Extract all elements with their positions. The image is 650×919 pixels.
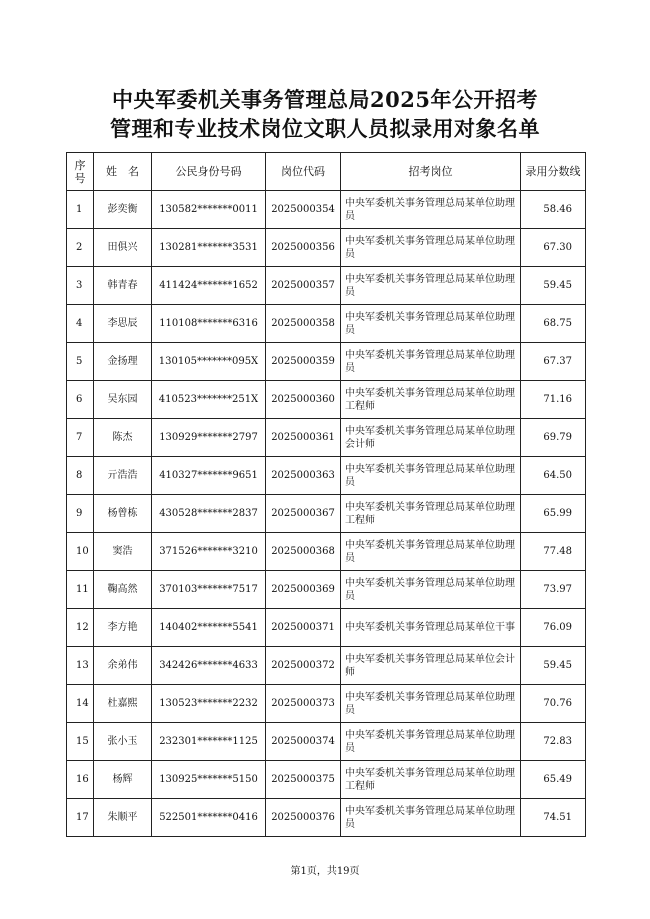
position-title: 中央军委机关事务管理总局某单位助理员 (341, 267, 521, 305)
candidate-name: 余弟伟 (94, 647, 152, 685)
position-title: 中央军委机关事务管理总局某单位干事 (341, 609, 521, 647)
candidate-table (66, 152, 586, 837)
candidate-name: 张小玉 (94, 723, 152, 761)
table-row (67, 571, 586, 609)
header-id: 公民身份号码 (152, 153, 266, 191)
position-code: 2025000372 (266, 647, 341, 685)
header-no (67, 153, 94, 191)
row-number: 8 (67, 457, 94, 495)
candidate-name: 韩青春 (94, 267, 152, 305)
score-line: 73.97 (521, 571, 586, 609)
position-title: 中央军委机关事务管理总局某单位助理员 (341, 685, 521, 723)
position-title: 中央军委机关事务管理总局某单位助理员 (341, 723, 521, 761)
id-number: 140402*******5541 (152, 609, 266, 647)
candidate-name: 彭奕衡 (94, 191, 152, 229)
candidate-name: 朱顺平 (94, 799, 152, 837)
row-number: 17 (67, 799, 94, 837)
id-number: 370103*******7517 (152, 571, 266, 609)
score-line: 72.83 (521, 723, 586, 761)
id-number: 371526*******3210 (152, 533, 266, 571)
id-number: 130582*******0011 (152, 191, 266, 229)
table-row (67, 609, 586, 647)
position-code: 2025000359 (266, 343, 341, 381)
candidate-name: 吴东园 (94, 381, 152, 419)
header-score: 录用分数线 (521, 153, 586, 191)
score-line: 67.37 (521, 343, 586, 381)
score-line: 70.76 (521, 685, 586, 723)
header-code: 岗位代码 (266, 153, 341, 191)
position-title: 中央军委机关事务管理总局某单位助理会计师 (341, 419, 521, 457)
score-line: 58.46 (521, 191, 586, 229)
position-code: 2025000361 (266, 419, 341, 457)
position-code: 2025000373 (266, 685, 341, 723)
position-title: 中央军委机关事务管理总局某单位助理员 (341, 305, 521, 343)
table-row (67, 305, 586, 343)
score-line: 65.99 (521, 495, 586, 533)
id-number: 130925*******5150 (152, 761, 266, 799)
table-row (67, 533, 586, 571)
candidate-name: 鞠高然 (94, 571, 152, 609)
row-number: 15 (67, 723, 94, 761)
table-row (67, 647, 586, 685)
position-title: 中央军委机关事务管理总局某单位助理员 (341, 343, 521, 381)
score-line: 59.45 (521, 647, 586, 685)
position-title: 中央军委机关事务管理总局某单位助理工程师 (341, 761, 521, 799)
id-number: 232301*******1125 (152, 723, 266, 761)
score-line: 68.75 (521, 305, 586, 343)
id-number: 130523*******2232 (152, 685, 266, 723)
row-number: 4 (67, 305, 94, 343)
id-number: 342426*******4633 (152, 647, 266, 685)
score-line: 76.09 (521, 609, 586, 647)
id-number: 130929*******2797 (152, 419, 266, 457)
id-number: 130105*******095X (152, 343, 266, 381)
id-number: 430528*******2837 (152, 495, 266, 533)
position-title: 中央军委机关事务管理总局某单位会计师 (341, 647, 521, 685)
score-line: 69.79 (521, 419, 586, 457)
row-number: 2 (67, 229, 94, 267)
position-code: 2025000375 (266, 761, 341, 799)
row-number: 1 (67, 191, 94, 229)
position-code: 2025000367 (266, 495, 341, 533)
score-line: 77.48 (521, 533, 586, 571)
table-row (67, 191, 586, 229)
table-row (67, 495, 586, 533)
position-title: 中央军委机关事务管理总局某单位助理员 (341, 191, 521, 229)
row-number: 16 (67, 761, 94, 799)
page-title-line-2: 管理和专业技术岗位文职人员拟录用对象名单 (110, 116, 540, 141)
header-no-label: 序号 (74, 158, 86, 185)
id-number: 410327*******9651 (152, 457, 266, 495)
position-code: 2025000356 (266, 229, 341, 267)
row-number: 11 (67, 571, 94, 609)
candidate-name: 窦浩 (94, 533, 152, 571)
position-title: 中央军委机关事务管理总局某单位助理员 (341, 533, 521, 571)
table-row (67, 267, 586, 305)
id-number: 522501*******0416 (152, 799, 266, 837)
candidate-name: 金扬理 (94, 343, 152, 381)
table-row (67, 799, 586, 837)
id-number: 411424*******1652 (152, 267, 266, 305)
score-line: 59.45 (521, 267, 586, 305)
header-position: 招考岗位 (341, 153, 521, 191)
row-number: 6 (67, 381, 94, 419)
position-title: 中央军委机关事务管理总局某单位助理员 (341, 799, 521, 837)
score-line: 74.51 (521, 799, 586, 837)
position-code: 2025000363 (266, 457, 341, 495)
row-number: 3 (67, 267, 94, 305)
score-line: 67.30 (521, 229, 586, 267)
position-code: 2025000369 (266, 571, 341, 609)
position-code: 2025000374 (266, 723, 341, 761)
position-code: 2025000376 (266, 799, 341, 837)
row-number: 7 (67, 419, 94, 457)
table-header-row (67, 153, 586, 191)
table-row (67, 685, 586, 723)
page-title-line-1: 中央军委机关事务管理总局2025年公开招考 (112, 87, 538, 112)
table-row (67, 229, 586, 267)
table-row (67, 723, 586, 761)
position-code: 2025000357 (266, 267, 341, 305)
id-number: 110108*******6316 (152, 305, 266, 343)
row-number: 13 (67, 647, 94, 685)
row-number: 10 (67, 533, 94, 571)
position-title: 中央军委机关事务管理总局某单位助理工程师 (341, 495, 521, 533)
table-body (67, 191, 586, 837)
position-title: 中央军委机关事务管理总局某单位助理员 (341, 229, 521, 267)
score-line: 71.16 (521, 381, 586, 419)
row-number: 12 (67, 609, 94, 647)
position-code: 2025000371 (266, 609, 341, 647)
table-row (67, 457, 586, 495)
header-name: 姓 名 (94, 153, 152, 191)
row-number: 5 (67, 343, 94, 381)
row-number: 14 (67, 685, 94, 723)
table-row (67, 761, 586, 799)
position-code: 2025000360 (266, 381, 341, 419)
candidate-name: 杨曾栋 (94, 495, 152, 533)
candidate-name: 杨辉 (94, 761, 152, 799)
candidate-name: 李思辰 (94, 305, 152, 343)
position-code: 2025000358 (266, 305, 341, 343)
id-number: 410523*******251X (152, 381, 266, 419)
table-row (67, 381, 586, 419)
score-line: 64.50 (521, 457, 586, 495)
row-number: 9 (67, 495, 94, 533)
table-row (67, 343, 586, 381)
candidate-name: 陈杰 (94, 419, 152, 457)
id-number: 130281*******3531 (152, 229, 266, 267)
candidate-name: 李方艳 (94, 609, 152, 647)
page-footer: 第1页，共19页 (290, 866, 360, 877)
position-title: 中央军委机关事务管理总局某单位助理员 (341, 457, 521, 495)
score-line: 65.49 (521, 761, 586, 799)
position-title: 中央军委机关事务管理总局某单位助理员 (341, 571, 521, 609)
table-row (67, 419, 586, 457)
candidate-name: 杜嘉熙 (94, 685, 152, 723)
position-code: 2025000368 (266, 533, 341, 571)
position-title: 中央军委机关事务管理总局某单位助理工程师 (341, 381, 521, 419)
candidate-name: 亓浩浩 (94, 457, 152, 495)
candidate-name: 田俱兴 (94, 229, 152, 267)
position-code: 2025000354 (266, 191, 341, 229)
